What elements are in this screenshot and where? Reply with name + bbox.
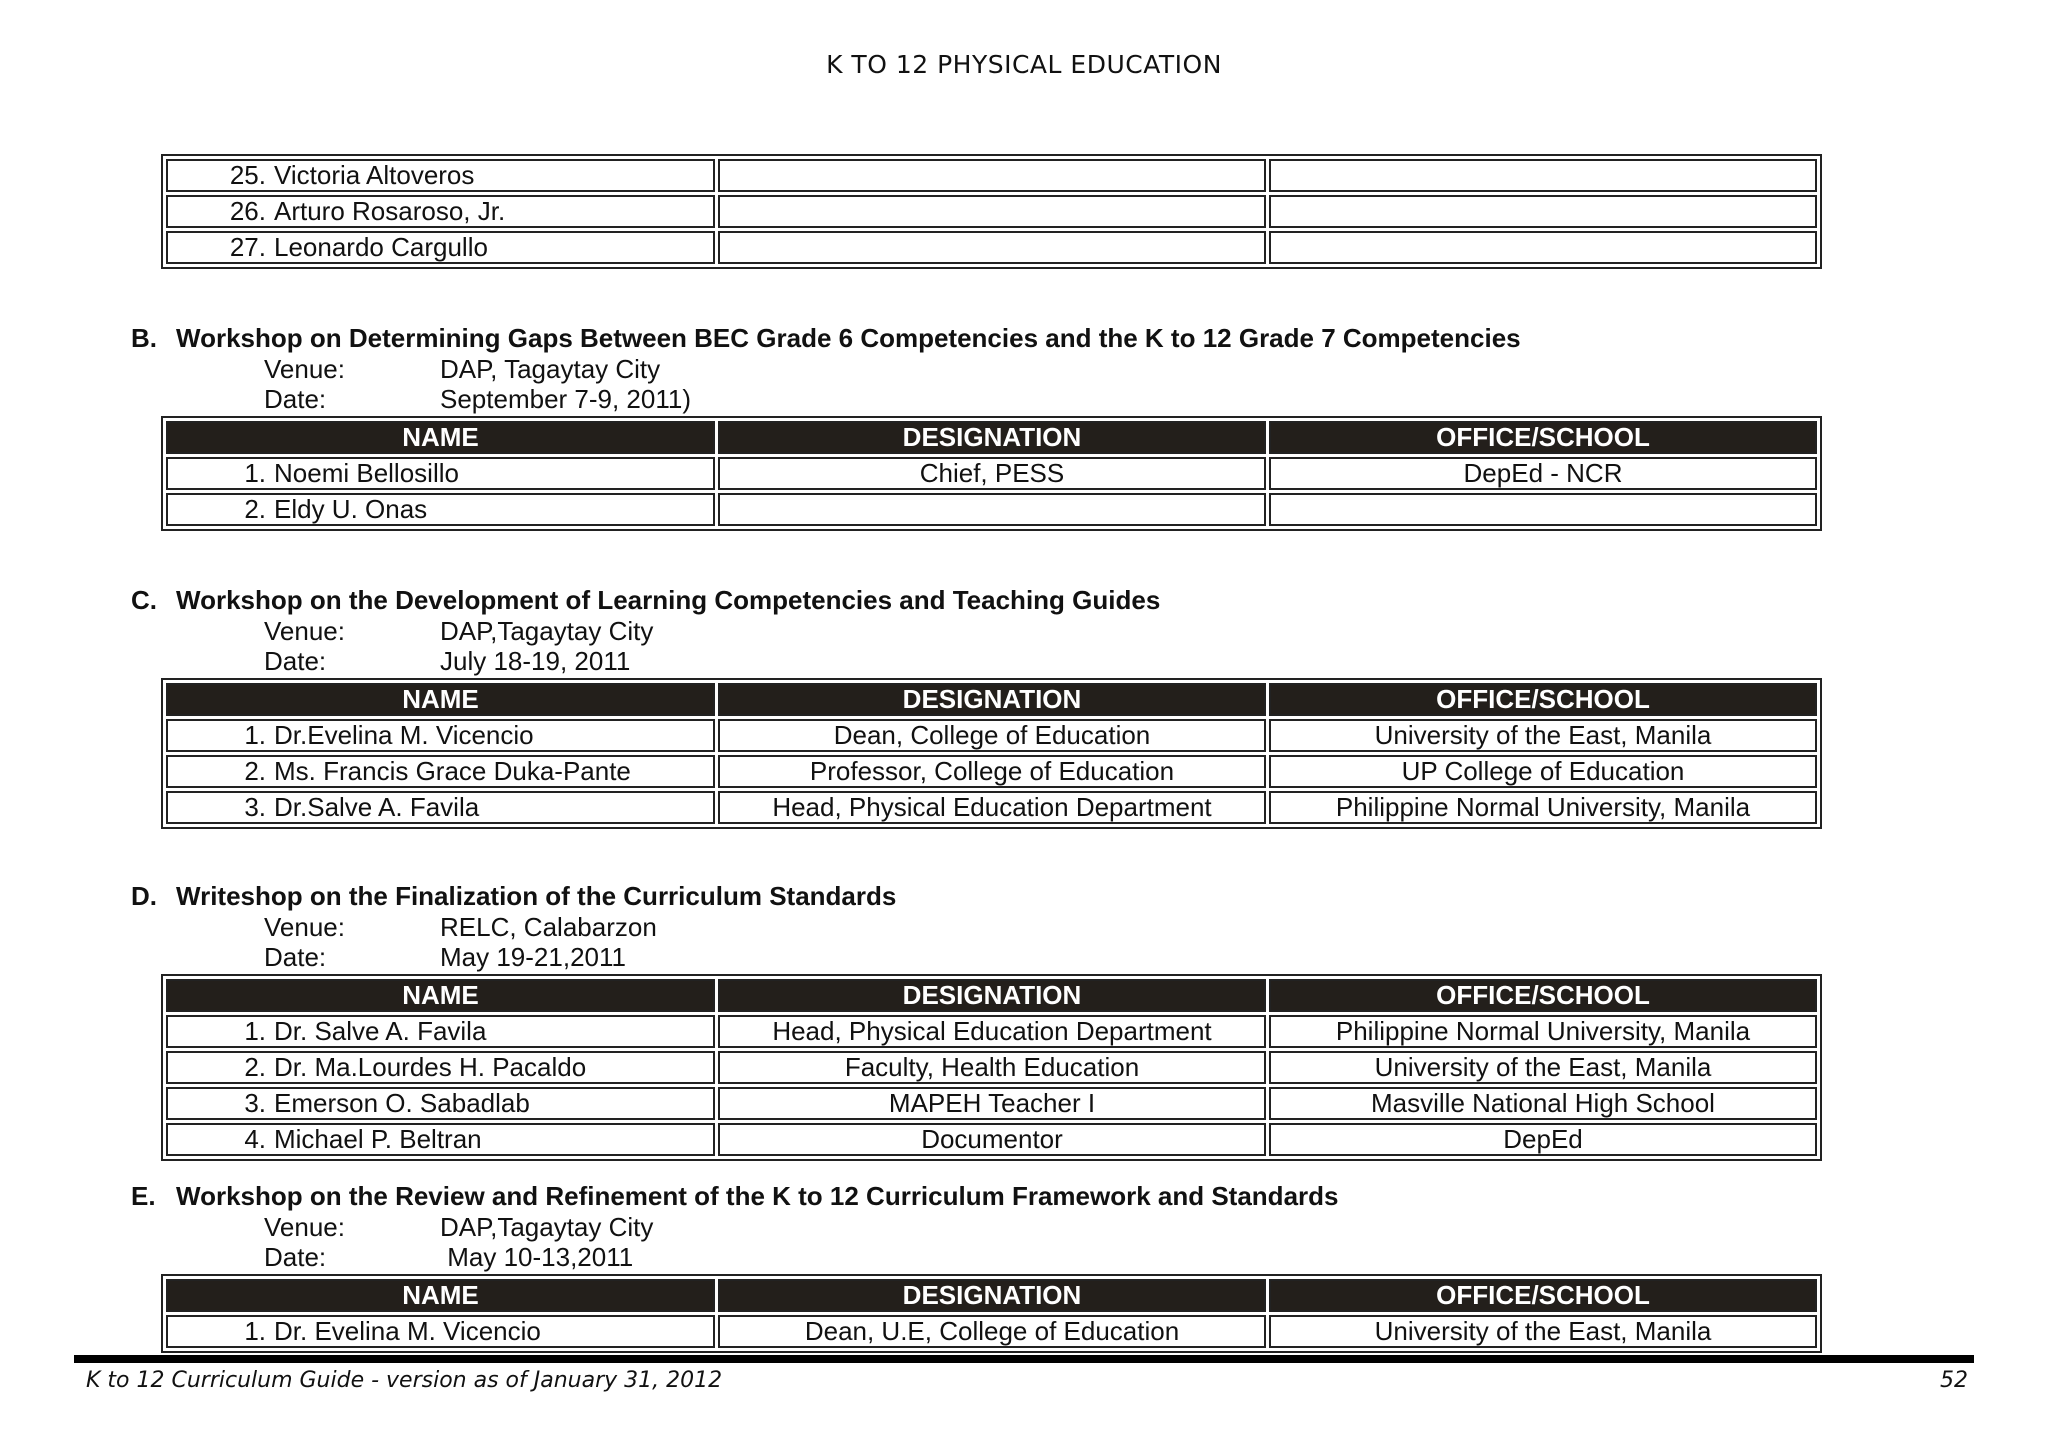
section-title: Workshop on the Review and Refinement of the K to 12 Curriculum Framework and Standards [176, 1181, 1339, 1211]
designation-cell [718, 231, 1266, 264]
table-row [166, 1315, 1817, 1348]
column-header-name: NAME [166, 1279, 715, 1312]
office-cell [1269, 195, 1817, 228]
date-value: May 19-21,2011 [440, 942, 626, 972]
name-cell [166, 457, 715, 490]
row-number: 2. [244, 1052, 266, 1082]
row-number: 3. [244, 1088, 266, 1118]
venue-value: DAP,Tagaytay City [440, 1212, 654, 1242]
date-label: Date: [264, 646, 327, 676]
page-header: K TO 12 PHYSICAL EDUCATION [826, 50, 1222, 79]
name-cell [166, 195, 715, 228]
venue-label: Venue: [264, 354, 345, 384]
column-header-name: NAME [166, 683, 715, 716]
venue-value: RELC, Calabarzon [440, 912, 657, 942]
column-header-office: OFFICE/SCHOOL [1269, 1279, 1817, 1312]
designation-cell: Head, Physical Education Department [718, 1015, 1266, 1048]
table-wrapper [161, 974, 1822, 1161]
participant-name: Dr. Salve A. Favila [274, 1016, 487, 1046]
office-cell [1269, 493, 1817, 526]
designation-cell: Chief, PESS [718, 457, 1266, 490]
table-row [166, 755, 1817, 788]
designation-cell [718, 493, 1266, 526]
office-cell: Philippine Normal University, Manila [1269, 791, 1817, 824]
name-cell [166, 755, 715, 788]
participant-name: Dr. Ma.Lourdes H. Pacaldo [274, 1052, 587, 1082]
table-wrapper [161, 416, 1822, 531]
date-label: Date: [264, 384, 327, 414]
row-number: 2. [244, 494, 266, 524]
venue-value: DAP, Tagaytay City [440, 354, 661, 384]
participant-name: Eldy U. Onas [274, 494, 428, 524]
footer-text: K to 12 Curriculum Guide - version as of January 31, 2012 [86, 1368, 723, 1393]
row-number: 1. [244, 720, 266, 750]
section-heading [131, 322, 1822, 354]
participants-table [161, 154, 1822, 269]
participant-name: Leonardo Cargullo [274, 232, 488, 262]
name-cell [166, 1015, 715, 1048]
section-title: Workshop on Determining Gaps Between BEC Grade 6 Competencies and the K to 12 Grade 7 Competencies [176, 323, 1521, 353]
row-number: 1. [244, 1016, 266, 1046]
venue-value: DAP,Tagaytay City [440, 616, 654, 646]
participant-name: Arturo Rosaroso, Jr. [274, 196, 506, 226]
name-cell [166, 719, 715, 752]
participant-name: Victoria Altoveros [274, 160, 475, 190]
row-number: 1. [244, 458, 266, 488]
footer-rule [74, 1355, 1974, 1361]
column-header-office: OFFICE/SCHOOL [1269, 979, 1817, 1012]
designation-cell: MAPEH Teacher I [718, 1087, 1266, 1120]
table-row [166, 719, 1817, 752]
table-row [166, 1015, 1817, 1048]
date-label: Date: [264, 1242, 327, 1272]
name-cell [166, 1315, 715, 1348]
table-row [166, 791, 1817, 824]
designation-cell: Head, Physical Education Department [718, 791, 1266, 824]
date-line [131, 384, 1822, 414]
participant-name: Michael P. Beltran [274, 1124, 482, 1154]
table-row [166, 457, 1817, 490]
venue-label: Venue: [264, 616, 345, 646]
date-label: Date: [264, 942, 327, 972]
designation-cell: Professor, College of Education [718, 755, 1266, 788]
venue-label: Venue: [264, 1212, 345, 1242]
designation-cell: Dean, College of Education [718, 719, 1266, 752]
header-row [166, 421, 1817, 454]
venue-line [131, 1212, 1822, 1242]
office-cell: UP College of Education [1269, 755, 1817, 788]
row-number: 26. [229, 196, 266, 226]
row-number: 2. [244, 756, 266, 786]
office-cell: DepEd - NCR [1269, 457, 1817, 490]
column-header-name: NAME [166, 421, 715, 454]
participants-table [161, 974, 1822, 1161]
date-line [131, 646, 1822, 676]
table-row [166, 195, 1817, 228]
continuation-table [161, 154, 1822, 269]
workshop-section [131, 1180, 1822, 1353]
designation-cell [718, 195, 1266, 228]
table-row [166, 159, 1817, 192]
table-row [166, 1051, 1817, 1084]
designation-cell [718, 159, 1266, 192]
column-header-office: OFFICE/SCHOOL [1269, 421, 1817, 454]
name-cell [166, 791, 715, 824]
section-heading [131, 584, 1822, 616]
section-heading [131, 1180, 1822, 1212]
column-header-designation: DESIGNATION [718, 683, 1266, 716]
header-row [166, 1279, 1817, 1312]
section-heading [131, 880, 1822, 912]
table-wrapper [161, 678, 1822, 829]
name-cell [166, 1087, 715, 1120]
office-cell: Masville National High School [1269, 1087, 1817, 1120]
venue-line [131, 354, 1822, 384]
participant-name: Dr. Evelina M. Vicencio [274, 1316, 541, 1346]
designation-cell: Documentor [718, 1123, 1266, 1156]
participant-name: Dr.Salve A. Favila [274, 792, 480, 822]
participant-name: Emerson O. Sabadlab [274, 1088, 530, 1118]
designation-cell: Faculty, Health Education [718, 1051, 1266, 1084]
venue-line [131, 616, 1822, 646]
date-value: May 10-13,2011 [440, 1242, 634, 1272]
designation-cell: Dean, U.E, College of Education [718, 1315, 1266, 1348]
section-letter: B. [131, 323, 157, 353]
name-cell [166, 1051, 715, 1084]
office-cell: University of the East, Manila [1269, 719, 1817, 752]
section-letter: C. [131, 585, 157, 615]
section-title: Workshop on the Development of Learning Competencies and Teaching Guides [176, 585, 1161, 615]
date-line [131, 1242, 1822, 1272]
name-cell [166, 493, 715, 526]
row-number: 27. [229, 232, 266, 262]
table-row [166, 493, 1817, 526]
venue-label: Venue: [264, 912, 345, 942]
participants-table [161, 678, 1822, 829]
participant-name: Ms. Francis Grace Duka-Pante [274, 756, 631, 786]
workshop-section [131, 584, 1822, 829]
column-header-name: NAME [166, 979, 715, 1012]
table-row [166, 1123, 1817, 1156]
table-wrapper [161, 1274, 1822, 1353]
workshop-section [131, 880, 1822, 1161]
section-letter: D. [131, 881, 157, 911]
column-header-designation: DESIGNATION [718, 1279, 1266, 1312]
participant-name: Dr.Evelina M. Vicencio [274, 720, 534, 750]
row-number: 3. [244, 792, 266, 822]
office-cell: University of the East, Manila [1269, 1051, 1817, 1084]
row-number: 25. [229, 160, 266, 190]
name-cell [166, 159, 715, 192]
column-header-designation: DESIGNATION [718, 979, 1266, 1012]
office-cell: DepEd [1269, 1123, 1817, 1156]
name-cell [166, 231, 715, 264]
participant-name: Noemi Bellosillo [274, 458, 459, 488]
header-row [166, 683, 1817, 716]
name-cell [166, 1123, 715, 1156]
page-number: 52 [1940, 1368, 1968, 1393]
section-letter: E. [131, 1181, 156, 1211]
column-header-office: OFFICE/SCHOOL [1269, 683, 1817, 716]
office-cell: Philippine Normal University, Manila [1269, 1015, 1817, 1048]
row-number: 4. [244, 1124, 266, 1154]
office-cell [1269, 231, 1817, 264]
date-value: July 18-19, 2011 [440, 646, 631, 676]
row-number: 1. [244, 1316, 266, 1346]
participants-table [161, 416, 1822, 531]
table-row [166, 231, 1817, 264]
date-value: September 7-9, 2011) [440, 384, 691, 414]
office-cell [1269, 159, 1817, 192]
participants-table [161, 1274, 1822, 1353]
office-cell: University of the East, Manila [1269, 1315, 1817, 1348]
workshop-section [131, 322, 1822, 531]
venue-line [131, 912, 1822, 942]
column-header-designation: DESIGNATION [718, 421, 1266, 454]
section-title: Writeshop on the Finalization of the Curriculum Standards [176, 881, 897, 911]
date-line [131, 942, 1822, 972]
table-row [166, 1087, 1817, 1120]
header-row [166, 979, 1817, 1012]
